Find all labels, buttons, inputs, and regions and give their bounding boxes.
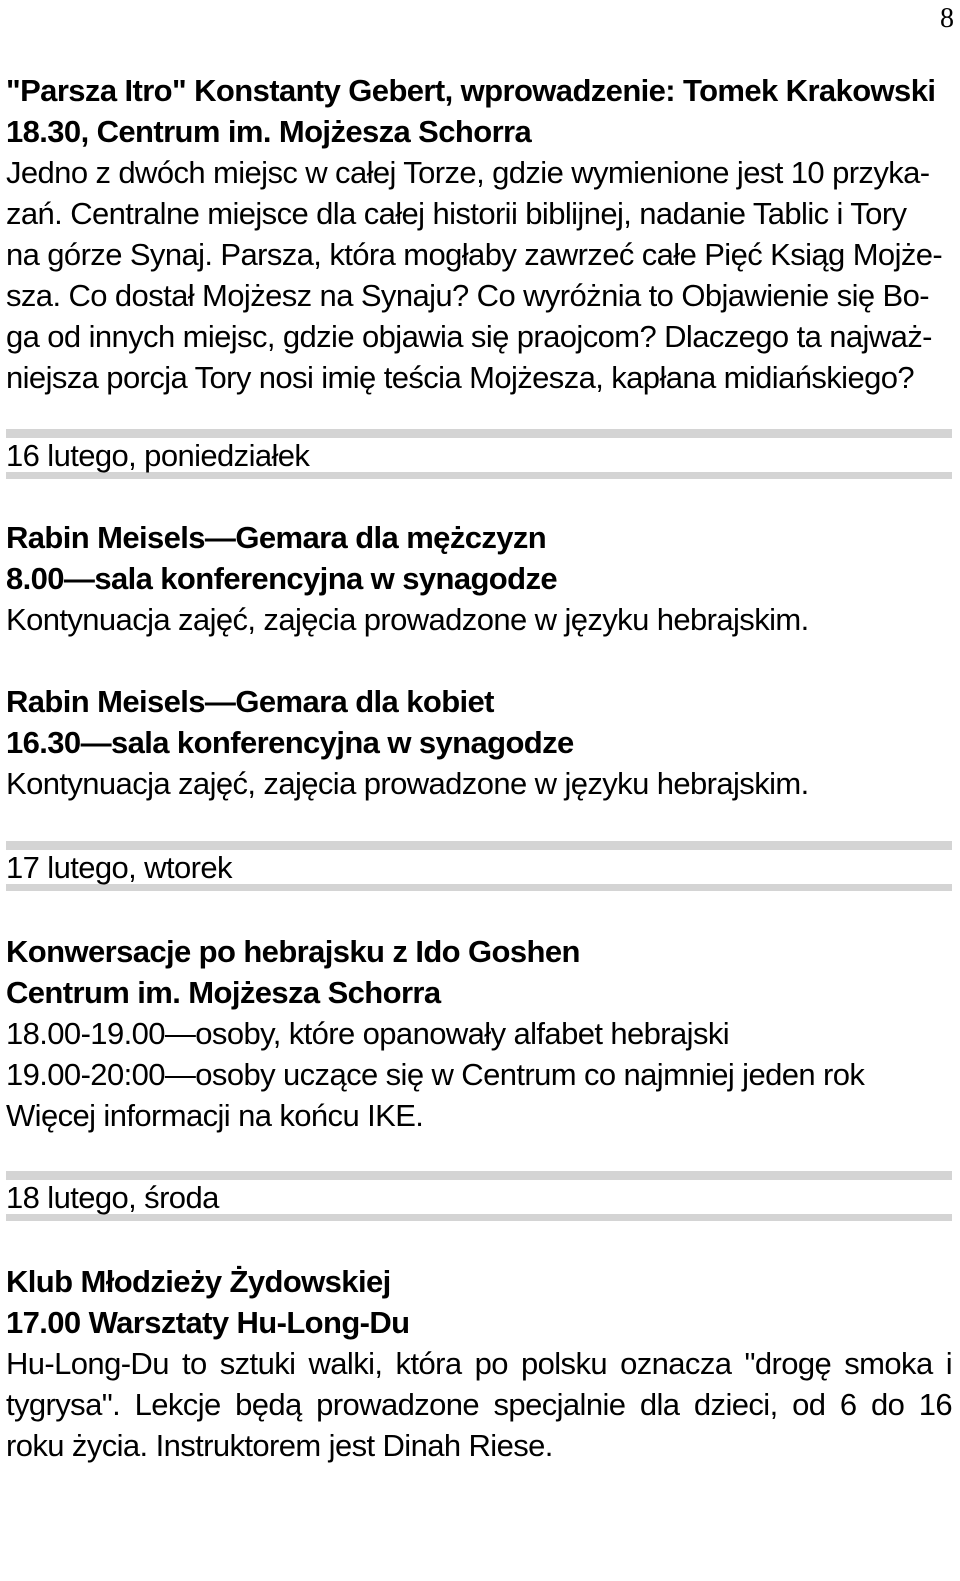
day-header-tuesday: [6, 841, 952, 891]
day-tuesday: [6, 931, 952, 1136]
page-number: 8: [940, 3, 954, 34]
event-info-line: Więcej informacji na końcu IKE.: [6, 1098, 424, 1133]
event-place: Centrum im. Mojżesza Schorra: [6, 975, 441, 1010]
event-title: Klub Młodzieży Żydowskiej: [6, 1264, 391, 1299]
document-body: [6, 70, 952, 1466]
event-time-place: 8.00—sala konferencyjna w synagodze: [6, 561, 558, 596]
event-schedule-line: 18.00-19.00—osoby, które opanowały alfabet hebrajski: [6, 1016, 730, 1051]
event-time-place: 18.30, Centrum im. Mojżesza Schorra: [6, 114, 532, 149]
event-title: "Parsza Itro" Konstanty Gebert, wprowadzenie: Tomek Krakowski: [6, 73, 936, 108]
event-desc-line: na górze Synaj. Parsza, która mogłaby zawrzeć całe Pięć Ksiąg Mojże-: [6, 237, 943, 272]
event-desc-line: zań. Centralne miejsce dla całej historii biblijnej, nadanie Tablic i Tory: [6, 196, 907, 231]
event-title: Rabin Meisels—Gemara dla kobiet: [6, 684, 494, 719]
day-header-text: 16 lutego, poniedziałek: [6, 437, 310, 473]
event-desc-line: niejsza porcja Tory nosi imię teścia Mojżesza, kapłana midiańskiego?: [6, 360, 915, 395]
day-wednesday: [6, 1261, 952, 1466]
event-title: Konwersacje po hebrajsku z Ido Goshen: [6, 934, 580, 969]
event-time-place: 16.30—sala konferencyjna w synagodze: [6, 725, 574, 760]
event-schedule-line: 19.00-20:00—osoby uczące się w Centrum co najmniej jeden rok: [6, 1057, 865, 1092]
event-desc-line: Jedno z dwóch miejsc w całej Torze, gdzie wymienione jest 10 przyka-: [6, 155, 930, 190]
day-header-monday: [6, 429, 952, 479]
event-desc: Kontynuacja zajęć, zajęcia prowadzone w języku hebrajskim.: [6, 602, 809, 637]
intro-event: [6, 70, 952, 398]
event-desc-line: ga od innych miejsc, gdzie objawia się praojcom? Dlaczego ta najważ-: [6, 319, 932, 354]
day-monday: [6, 517, 952, 804]
day-header-wednesday: [6, 1171, 952, 1221]
event-time-place: 17.00 Warsztaty Hu-Long-Du: [6, 1305, 410, 1340]
event-desc: Hu-Long-Du to sztuki walki, która po polsku oznacza "drogę smoka i tygrysa". Lekcje będą prowadzone specjalnie dla dzieci, od 6 do 16 roku życia. Instruktorem jest Dinah Riese.: [6, 1346, 952, 1463]
event-title: Rabin Meisels—Gemara dla mężczyzn: [6, 520, 547, 555]
day-header-text: 18 lutego, środa: [6, 1179, 219, 1215]
event-desc-line: sza. Co dostał Mojżesz na Synaju? Co wyróżnia to Objawienie się Bo-: [6, 278, 929, 313]
event-desc: Kontynuacja zajęć, zajęcia prowadzone w języku hebrajskim.: [6, 766, 809, 801]
day-header-text: 17 lutego, wtorek: [6, 849, 232, 885]
